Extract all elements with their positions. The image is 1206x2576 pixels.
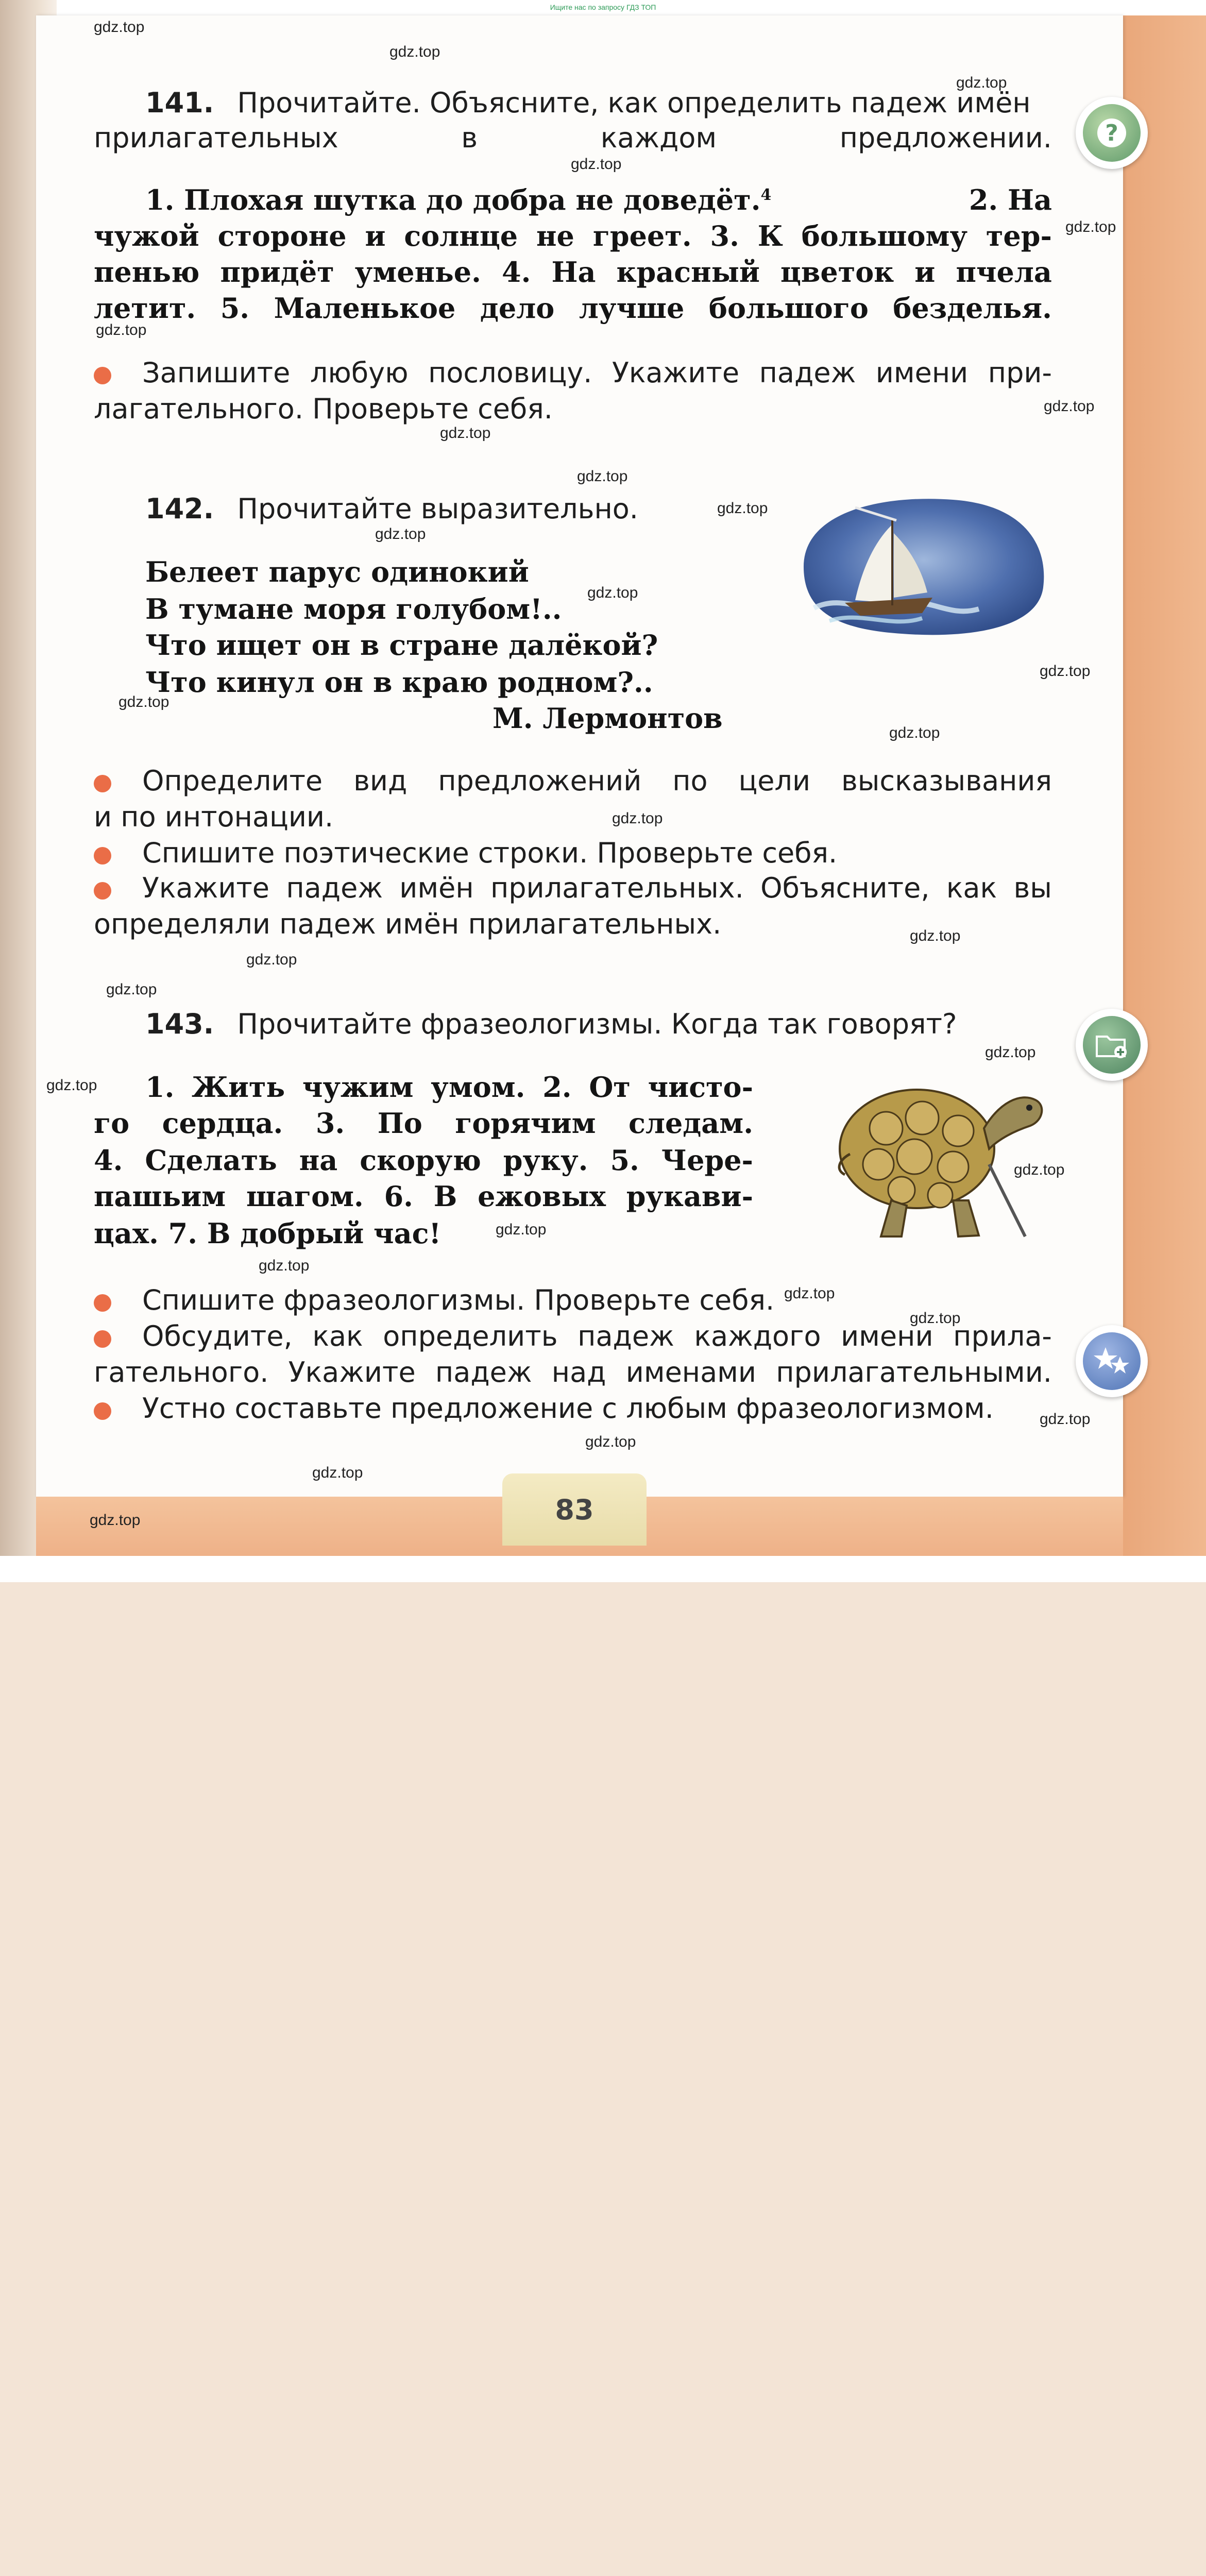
watermark: gdz.top bbox=[717, 500, 768, 517]
task-143-exercise-2-line-2: гательного. Укажите падеж над именами прилагательными. bbox=[94, 1356, 1052, 1388]
task-142-exercise-3-line-2: определяли падеж имён прилагательных. bbox=[94, 908, 722, 940]
watermark: gdz.top bbox=[389, 43, 440, 60]
watermark: gdz.top bbox=[496, 1221, 547, 1238]
phrase-line-4: пашьим шагом. 6. В ежовых рукави- bbox=[94, 1180, 753, 1213]
task-143-number: 143. bbox=[145, 1008, 214, 1040]
bullet bbox=[94, 775, 111, 792]
page-number: 83 bbox=[502, 1473, 647, 1546]
task-142-exercise-1-line-2: и по интонации. bbox=[94, 801, 334, 833]
bullet bbox=[94, 367, 111, 384]
phrase-line-2: го сердца. 3. По горячим следам. bbox=[94, 1107, 753, 1140]
watermark: gdz.top bbox=[1014, 1161, 1065, 1178]
watermark: gdz.top bbox=[571, 156, 622, 173]
watermark: gdz.top bbox=[440, 425, 491, 442]
header-note: Ищите нас по запросу ГДЗ ТОП bbox=[550, 3, 656, 11]
phrase-line-1: 1. Жить чужим умом. 2. От чисто- bbox=[145, 1071, 753, 1104]
bullet bbox=[94, 1402, 111, 1420]
svg-text:?: ? bbox=[1105, 120, 1118, 146]
watermark: gdz.top bbox=[889, 724, 940, 741]
task-141-sentence-1: 1. Плохая шутка до добра не доведёт. bbox=[145, 183, 761, 216]
stars-icon bbox=[1083, 1332, 1141, 1390]
task-142-heading bbox=[145, 493, 638, 525]
task-142-number: 142. bbox=[145, 493, 214, 525]
task-141-instruction-line-1: Прочитайте. Объясните, как определить падеж имён bbox=[237, 87, 1031, 119]
footnote-marker: 4 bbox=[760, 186, 772, 204]
folder-add-icon bbox=[1083, 1016, 1141, 1074]
watermark: gdz.top bbox=[956, 74, 1007, 91]
task-143-exercise-2-line-1: Обсудите, как определить падеж каждого имени прила- bbox=[142, 1320, 1052, 1352]
task-141-exercise-line-2: лагательного. Проверьте себя. bbox=[94, 393, 553, 425]
watermark: gdz.top bbox=[94, 19, 145, 36]
watermark: gdz.top bbox=[375, 526, 426, 543]
task-141-number: 141. bbox=[145, 87, 214, 119]
poem-line-1: Белеет парус одинокий bbox=[145, 555, 529, 588]
watermark: gdz.top bbox=[312, 1464, 363, 1481]
watermark: gdz.top bbox=[585, 1433, 636, 1450]
phrase-line-3: 4. Сделать на скорую руку. 5. Чере- bbox=[94, 1144, 753, 1177]
task-142-exercise-2: Спишите поэтические строки. Проверьте себя. bbox=[142, 837, 838, 869]
watermark: gdz.top bbox=[90, 1512, 141, 1529]
question-icon bbox=[1083, 104, 1141, 162]
question-button[interactable] bbox=[1076, 97, 1148, 169]
watermark: gdz.top bbox=[910, 927, 961, 944]
watermark: gdz.top bbox=[1044, 398, 1095, 415]
top-strip bbox=[0, 0, 1206, 15]
bullet bbox=[94, 882, 111, 900]
stars-button[interactable] bbox=[1076, 1325, 1148, 1397]
phrase-line-5: цах. 7. В добрый час! bbox=[94, 1217, 441, 1250]
task-143-instruction: Прочитайте фразеологизмы. Когда так говорят? bbox=[237, 1008, 957, 1040]
poem-author: М. Лермонтов bbox=[492, 702, 723, 735]
task-143-heading bbox=[145, 1008, 957, 1040]
watermark: gdz.top bbox=[1040, 663, 1091, 680]
ship-illustration bbox=[783, 489, 1051, 644]
bullet bbox=[94, 1330, 111, 1348]
watermark: gdz.top bbox=[46, 1077, 97, 1094]
poem-line-3: Что ищет он в стране далёкой? bbox=[145, 629, 658, 662]
watermark: gdz.top bbox=[910, 1310, 961, 1327]
poem-line-4: Что кинул он в краю родном?.. bbox=[145, 666, 653, 699]
footer-strip bbox=[0, 1556, 1206, 1582]
watermark: gdz.top bbox=[118, 693, 169, 710]
task-141-sentence-line-3: пенью придёт уменье. 4. На красный цветок и пчела bbox=[94, 256, 1052, 289]
watermark: gdz.top bbox=[259, 1257, 310, 1274]
task-141-instruction-line-2: прилагательных в каждом предложении. bbox=[94, 122, 1052, 154]
watermark: gdz.top bbox=[1065, 218, 1116, 235]
page-edge bbox=[1123, 15, 1206, 1556]
turtle-illustration bbox=[829, 1072, 1056, 1247]
task-141-sentence-line-4: летит. 5. Маленькое дело лучше большого безделья. bbox=[94, 292, 1052, 325]
folder-add-button[interactable] bbox=[1076, 1009, 1148, 1081]
bullet bbox=[94, 1294, 111, 1312]
task-141-sentence-line-1 bbox=[145, 183, 1052, 216]
poem-line-2: В тумане моря голубом!.. bbox=[145, 592, 562, 625]
task-142-exercise-1-line-1: Определите вид предложений по цели высказывания bbox=[142, 765, 1052, 797]
task-141-heading bbox=[145, 87, 1031, 119]
task-143-exercise-1: Спишите фразеологизмы. Проверьте себя. bbox=[142, 1284, 775, 1316]
watermark: gdz.top bbox=[985, 1044, 1036, 1061]
watermark: gdz.top bbox=[612, 810, 663, 827]
watermark: gdz.top bbox=[106, 981, 157, 998]
task-142-instruction: Прочитайте выразительно. bbox=[237, 493, 638, 525]
task-142-exercise-3-line-1: Укажите падеж имён прилагательных. Объясните, как вы bbox=[142, 872, 1052, 904]
task-141-exercise-line-1: Запишите любую пословицу. Укажите падеж имени при- bbox=[142, 357, 1052, 389]
watermark: gdz.top bbox=[246, 951, 297, 968]
task-141-sentence-line-2: чужой стороне и солнце не греет. 3. К большому тер- bbox=[94, 219, 1052, 252]
task-141-sentence-2-start: 2. На bbox=[969, 183, 1052, 216]
watermark: gdz.top bbox=[96, 321, 147, 338]
bullet bbox=[94, 847, 111, 865]
watermark: gdz.top bbox=[1040, 1411, 1091, 1428]
task-143-exercise-3: Устно составьте предложение с любым фразеологизмом. bbox=[142, 1392, 994, 1425]
watermark: gdz.top bbox=[577, 468, 628, 485]
watermark: gdz.top bbox=[784, 1285, 835, 1302]
watermark: gdz.top bbox=[587, 584, 638, 601]
